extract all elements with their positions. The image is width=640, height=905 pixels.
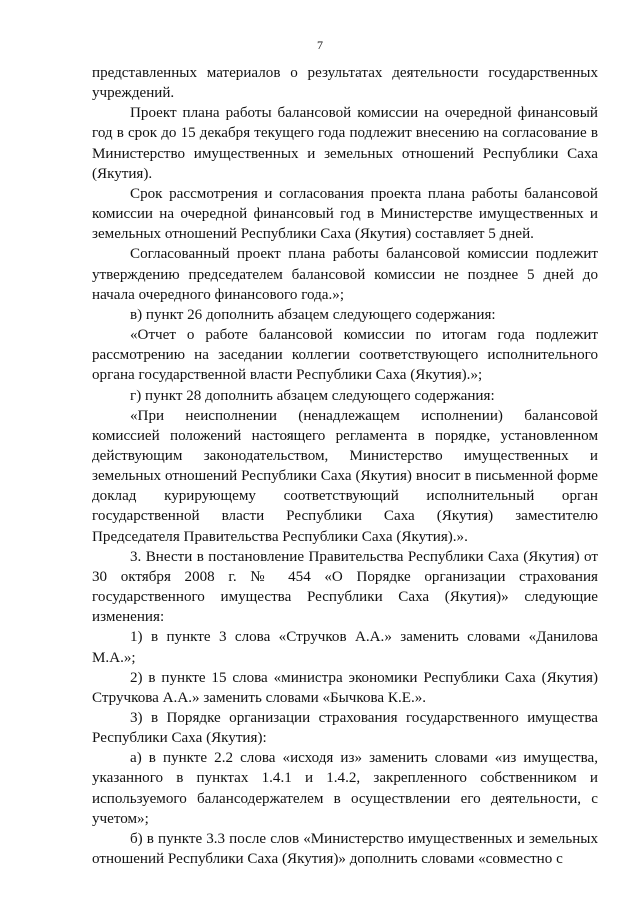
paragraph: «При неисполнении (ненадлежащем исполнении) балансовой комиссией положений настоящего регламента в порядке, установленном действующим законодательством, Министерство имущественных и земельных отношений Республики Саха (Якутия) вносит в письменной форме доклад курирующему соответствующий исполнительный орган государственной власти Республики Саха (Якутия) заместителю Председателя Правительства Республики Саха (Якутия).». [92, 407, 598, 545]
paragraph: 3) в Порядке организации страхования государственного имущества Республики Саха (Якутия): [92, 710, 598, 747]
paragraph: Проект плана работы балансовой комиссии на очередной финансовый год в срок до 15 декабря текущего года подлежит внесению на согласование в Министерство имущественных и земельных отношений Республики Саха (Якутия). [92, 105, 598, 182]
paragraph: Срок рассмотрения и согласования проекта плана работы балансовой комиссии на очередной финансовый год в Министерстве имущественных и земельных отношений Республики Саха (Якутия) составляет 5 дней. [92, 185, 598, 243]
paragraph: б) в пункте 3.3 после слов «Министерство имущественных и земельных отношений Республики Саха (Якутия)» дополнить словами «совместно с [92, 830, 598, 868]
paragraph: 2) в пункте 15 слова «министра экономики Республики Саха (Якутия) Стручкова А.А.» заменить словами «Бычкова К.Е.». [92, 669, 598, 706]
page-number: 7 [317, 38, 323, 52]
paragraph: 3. Внести в постановление Правительства Республики Саха (Якутия) от 30 октября 2008 г. № 454 «О Порядке организации страхования государственного имущества Республики Саха (Якутия)» следующие изменения: [92, 548, 598, 626]
paragraph: а) в пункте 2.2 слова «исходя из» заменить словами «из имущества, указанного в пунктах 1.4.1 и 1.4.2, закрепленного собственником и используемого балансодержателем в осуществлении его деятельности, с учетом»; [92, 750, 598, 827]
paragraph: Согласованный проект плана работы балансовой комиссии подлежит утверждению председателем балансовой комиссии не позднее 5 дней до начала очередного финансового года.»; [92, 246, 598, 303]
paragraph: «Отчет о работе балансовой комиссии по итогам года подлежит рассмотрению на заседании коллегии соответствующего исполнительного органа государственной власти Республики Саха (Якутия).»; [92, 327, 598, 384]
paragraph: г) пункт 28 дополнить абзацем следующего содержания: [130, 387, 495, 404]
paragraph: 1) в пункте 3 слова «Стручков А.А.» заменить словами «Данилова М.А.»; [92, 629, 598, 666]
paragraph: в) пункт 26 дополнить абзацем следующего содержания: [130, 306, 496, 323]
paragraph: представленных материалов о результатах деятельности государственных учреждений. [92, 65, 598, 102]
document-body [92, 63, 598, 869]
